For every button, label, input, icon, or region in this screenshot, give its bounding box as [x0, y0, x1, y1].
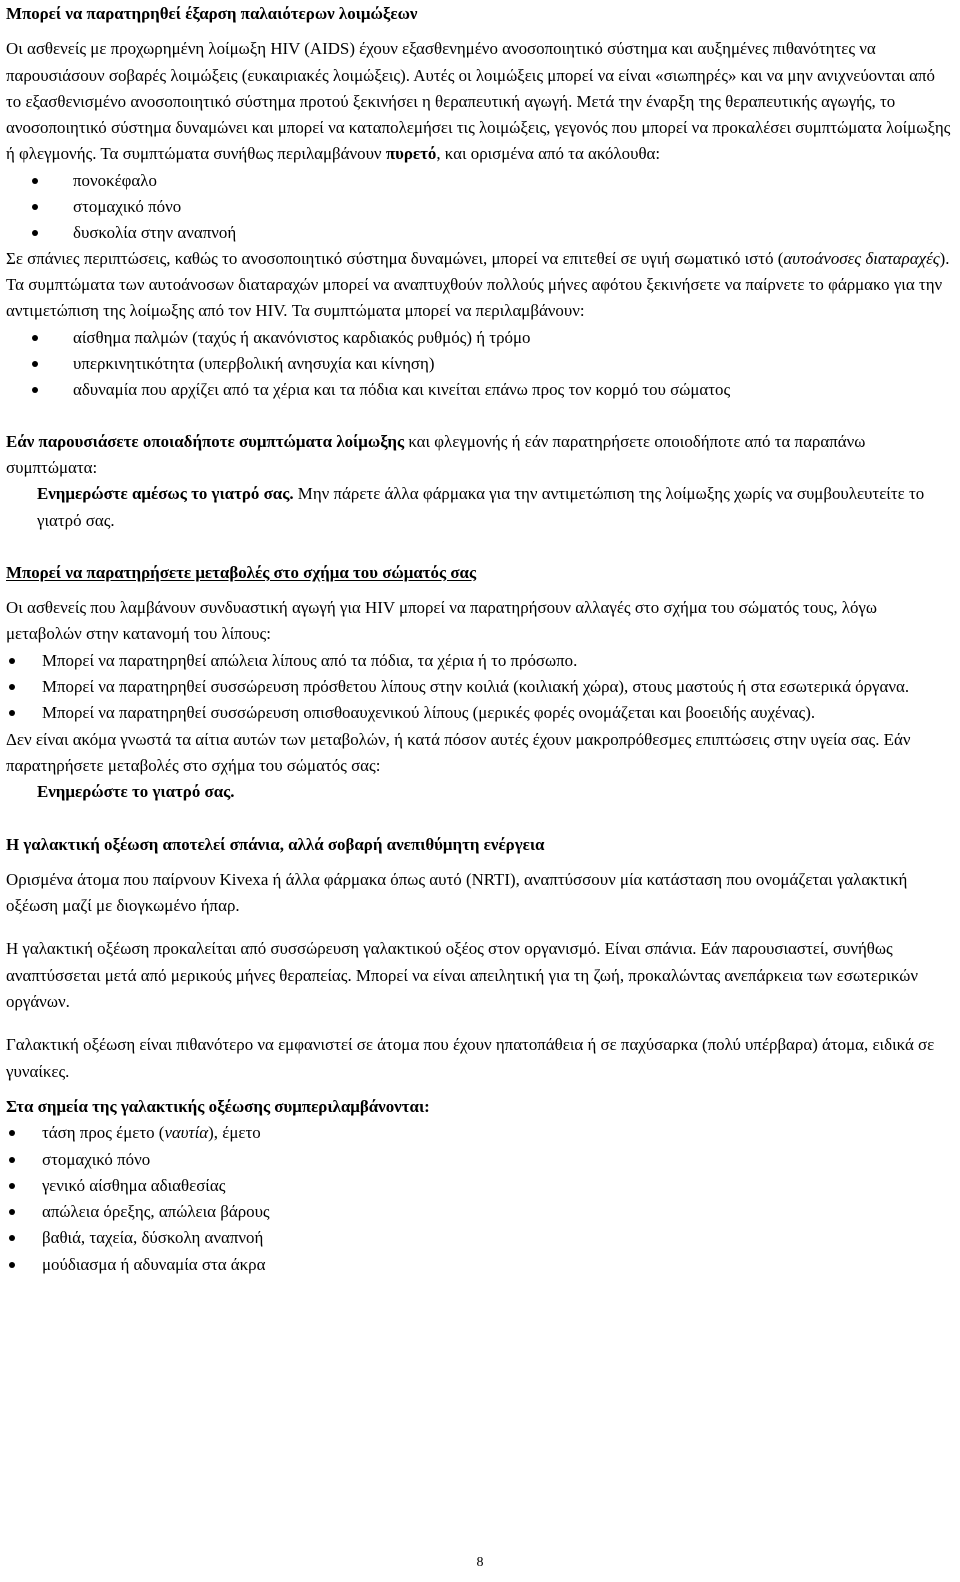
infections-paragraph: Οι ασθενείς με προχωρημένη λοίμωξη HIV (AIDS) έχουν εξασθενημένο ανοσοποιητικό σύστημα και αυξημένες πιθανότητες να παρουσιάσουν σοβαρές λοιμώξεις (ευκαιριακές λοιμώξεις). Αυτές οι λοιμώξεις μπορεί να είναι «σιωπηρές» και να μην ανιχνεύονται από το εξασθενισμένο ανοσοποιητικό σύστημα προτού ξεκινήσει η θεραπευτική αγωγή. Μετά την έναρξη της θεραπευτικής αγωγής, το ανοσοποιητικό σύστημα δυναμώνει και μπορεί να καταπολεμήσει τις λοιμώξεις, γεγονός που μπορεί να προκαλέσει συμπτώματα λοίμωξης ή φλεγμονής. Τα συμπτώματα συνήθως περιλαμβάνουν πυρετό, και ορισμένα από τα ακόλουθα: — [6, 39, 951, 164]
document-page — [6, 0, 954, 1278]
lactic-paragraph-1: Ορισμένα άτομα που παίρνουν Kivexa ή άλλα φάρμακα όπως αυτό (NRTI), αναπτύσσουν μία κατάσταση που ονομάζεται γαλακτική οξέωση μαζί με διογκωμένο ήπαρ. — [6, 869, 908, 916]
causes-paragraph: Δεν είναι ακόμα γνωστά τα αίτια αυτών των μεταβολών, ή κατά πόσον αυτές έχουν μακροπρόθεσμες επιπτώσεις στην υγεία σας. Εάν παρατηρήσετε μεταβολές στο σχήμα του σώματός σας: — [6, 729, 911, 775]
lactic-signs-list — [6, 1120, 954, 1278]
section-title-lactic-acidosis: Η γαλακτική οξέωση αποτελεί σπάνια, αλλά σοβαρή ανεπιθύμητη ενέργεια — [6, 834, 545, 854]
list-item: αδυναμία που αρχίζει από τα χέρια και τα πόδια και κινείται επάνω προς τον κορμό του σώματος — [6, 377, 954, 403]
list-item: γενικό αίσθημα αδιαθεσίας — [6, 1173, 954, 1199]
list-item: πονοκέφαλο — [6, 168, 954, 194]
lactic-paragraph-3: Γαλακτική οξέωση είναι πιθανότερο να εμφανιστεί σε άτομα που έχουν ηπατοπάθεια ή σε παχύσαρκα (πολύ υπέρβαρα) άτομα, ειδικά σε γυναίκες. — [6, 1035, 935, 1081]
fever-bold: πυρετό — [385, 144, 437, 164]
list-item: αίσθημα παλμών (ταχύς ή ακανόνιστος καρδιακός ρυθμός) ή τρόμο — [6, 325, 954, 351]
list-item: Μπορεί να παρατηρηθεί απώλεια λίπους από τα πόδια, τα χέρια ή το πρόσωπο. — [6, 648, 954, 674]
page-number: 8 — [476, 1555, 484, 1570]
autoimmune-symptoms-list — [6, 325, 954, 403]
if-symptoms-paragraph: Εάν παρουσιάσετε οποιαδήποτε συμπτώματα λοίμωξης και φλεγμονής ή εάν παρατηρήσετε οποιοδήποτε από τα παραπάνω συμπτώματα: — [6, 431, 866, 477]
infection-symptoms-list — [6, 168, 954, 246]
list-item: τάση προς έμετο (ναυτία), έμετο — [6, 1120, 954, 1146]
list-item: στομαχικό πόνο — [6, 194, 954, 220]
list-item: Μπορεί να παρατηρηθεί συσσώρευση οπισθοαυχενικού λίπους (μερικές φορές ονομάζεται και βοοειδής αυχένας). — [6, 700, 954, 726]
lactic-paragraph-2: Η γαλακτική οξέωση προκαλείται από συσσώρευση γαλακτικού οξέος στον οργανισμό. Είναι σπάνια. Εάν παρουσιαστεί, συνήθως αναπτύσσεται μετά από μερικούς μήνες θεραπείας. Μπορεί να είναι απειλητική για τη ζωή, προκαλώντας ανεπάρκεια των εσωτερικών οργάνων. — [6, 939, 919, 1012]
autoimmune-paragraph: Σε σπάνιες περιπτώσεις, καθώς το ανοσοποιητικό σύστημα δυναμώνει, μπορεί να επιτεθεί σε υγιή σωματικό ιστό (αυτοάνοσες διαταραχές). Τα συμπτώματα των αυτοάνοσων διαταραχών μπορεί να αναπτυχθούν πολλούς μήνες αφότου ξεκινήσετε να παίρνετε το φάρμακο για την αντιμετώπιση της λοίμωξης από τον HIV. Τα συμπτώματα μπορεί να περιλαμβάνουν: — [6, 248, 950, 321]
list-item: στομαχικό πόνο — [6, 1147, 954, 1173]
body-shape-list — [6, 648, 954, 727]
autoimmune-italic: αυτοάνοσες διαταραχές — [783, 248, 940, 268]
inform-doctor-immediately: Ενημερώστε αμέσως το γιατρό σας. Μην πάρετε άλλα φάρμακα για την αντιμετώπιση της λοίμωξης χωρίς να συμβουλευτείτε το γιατρό σας. — [37, 484, 925, 530]
list-item: υπερκινητικότητα (υπερβολική ανησυχία και κίνηση) — [6, 351, 954, 377]
body-shape-paragraph: Οι ασθενείς που λαμβάνουν συνδυαστική αγωγή για HIV μπορεί να παρατηρήσουν αλλαγές στο σχήμα του σώματός τους, λόγω μεταβολών στην κατανομή του λίπους: — [6, 598, 877, 644]
list-item: βαθιά, ταχεία, δύσκολη αναπνοή — [6, 1225, 954, 1251]
list-item: δυσκολία στην αναπνοή — [6, 220, 954, 246]
list-item: Μπορεί να παρατηρηθεί συσσώρευση πρόσθετου λίπους στην κοιλιά (κοιλιακή χώρα), στους μαστούς ή στα εσωτερικά όργανα. — [6, 674, 954, 700]
section-title-infections: Μπορεί να παρατηρηθεί έξαρση παλαιότερων λοιμώξεων — [6, 4, 418, 23]
lactic-signs-heading: Στα σημεία της γαλακτικής οξέωσης συμπεριλαμβάνονται: — [6, 1096, 430, 1116]
inform-doctor: Ενημερώστε το γιατρό σας. — [37, 782, 235, 802]
list-item: μούδιασμα ή αδυναμία στα άκρα — [6, 1252, 954, 1278]
list-item: απώλεια όρεξης, απώλεια βάρους — [6, 1199, 954, 1225]
section-title-body-shape: Μπορεί να παρατηρήσετε μεταβολές στο σχήμα του σώματός σας — [6, 562, 477, 582]
